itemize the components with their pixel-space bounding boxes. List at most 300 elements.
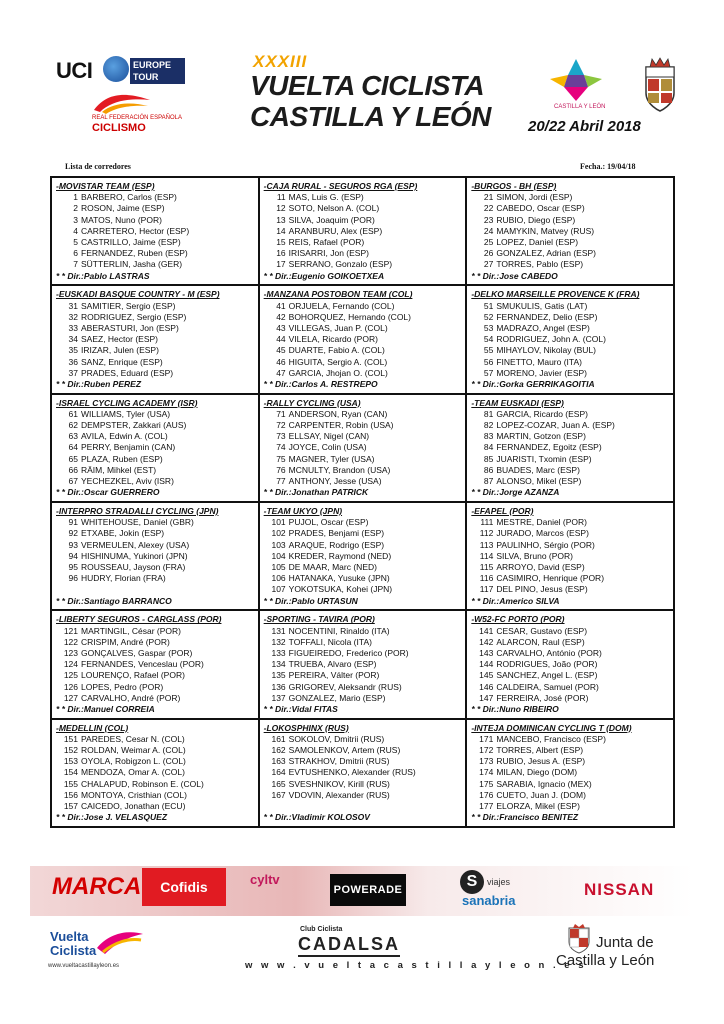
rider-name: HIGUITA, Sergio A. (COL) <box>288 356 388 367</box>
teams-grid <box>50 176 675 828</box>
rider-number: 17 <box>276 259 286 270</box>
empty-row <box>264 801 462 812</box>
rider-number: 164 <box>271 767 286 778</box>
rider-row <box>264 670 462 681</box>
rider-row <box>56 670 254 681</box>
rider-row <box>264 626 462 637</box>
rider-name: SIMON, Jordi (ESP) <box>496 192 573 203</box>
rider-row <box>471 357 669 368</box>
cyclist-icon <box>95 928 145 956</box>
rider-name: ARAQUE, Rodrigo (ESP) <box>288 539 385 550</box>
rider-name: RÄIM, Mihkel (EST) <box>81 464 157 475</box>
rider-name: ORJUELA, Fernando (COL) <box>288 300 395 311</box>
rider-name: CARPENTER, Robin (USA) <box>288 420 394 431</box>
rider-row <box>471 323 669 334</box>
rider-row <box>264 420 462 431</box>
rider-row <box>56 659 254 670</box>
team-name: -MANZANA POSTOBON TEAM (COL) <box>263 289 413 300</box>
rider-number: 44 <box>276 334 286 345</box>
rider-number: 103 <box>271 539 286 550</box>
rider-row <box>264 215 462 226</box>
rider-number: 76 <box>276 464 286 475</box>
rider-row <box>56 368 254 379</box>
cadalsa-logo: CADALSA <box>298 934 400 957</box>
rider-row <box>56 215 254 226</box>
rider-number: 141 <box>479 625 494 636</box>
rider-name: FERNANDES, Venceslau (POR) <box>81 659 204 670</box>
team-name: -TEAM UKYO (JPN) <box>263 506 343 516</box>
rider-number: 42 <box>276 311 286 322</box>
rider-number: 173 <box>479 756 494 767</box>
rider-row <box>56 637 254 648</box>
race-title-line2: CASTILLA Y LEÓN <box>250 101 491 132</box>
rider-name: ALARCON, Raul (ESP) <box>496 636 585 647</box>
team-director: * * Dir.:Jorge AZANZA <box>471 487 560 498</box>
race-title-line1: VUELTA CICLISTA <box>250 70 485 101</box>
rider-name: DE MAAR, Marc (NED) <box>288 562 377 573</box>
rider-number: 11 <box>276 192 286 203</box>
rider-name: PERRY, Benjamin (CAN) <box>81 442 176 453</box>
rider-number: 34 <box>68 334 78 345</box>
team-cell <box>259 610 467 718</box>
team-cell <box>51 719 259 827</box>
junta-line1: Junta de <box>596 934 654 951</box>
rider-name: MAMYKIN, Matvey (RUS) <box>496 225 595 236</box>
rider-number: 52 <box>483 311 494 322</box>
rider-name: AVILA, Edwin A. (COL) <box>81 431 168 442</box>
rider-row <box>56 734 254 745</box>
rider-row <box>471 431 669 442</box>
rider-number: 75 <box>276 453 286 464</box>
rider-name: OYOLA, Robigzon L. (COL) <box>81 756 186 767</box>
rider-number: 172 <box>479 745 494 756</box>
rider-row <box>471 756 669 767</box>
rider-number: 74 <box>276 442 286 453</box>
rider-name: RUBIO, Jesus A. (ESP) <box>496 756 586 767</box>
rider-number: 131 <box>271 625 286 636</box>
vuelta-logo-line1: Vuelta <box>50 929 89 944</box>
rider-number: 82 <box>483 420 494 431</box>
rider-number: 155 <box>63 778 78 789</box>
rider-number: 153 <box>63 756 78 767</box>
rider-number: 36 <box>68 356 78 367</box>
race-dates: 20/22 Abril 2018 <box>528 118 641 135</box>
team-director: * * Dir.:Oscar GUERRERO <box>56 487 160 498</box>
rider-number: 12 <box>276 203 286 214</box>
team-cell <box>466 502 674 610</box>
rider-number: 66 <box>68 464 78 475</box>
rider-row <box>264 334 462 345</box>
team-director: * * Dir.:Gorka GERRIKAGOITIA <box>471 378 595 389</box>
rider-row <box>56 442 254 453</box>
rider-row <box>471 779 669 790</box>
castilla-leon-caption: CASTILLA Y LEÓN <box>554 104 606 110</box>
rider-number: 55 <box>483 345 494 356</box>
rider-number: 161 <box>271 733 286 744</box>
team-director: * * Dir.:Francisco BENITEZ <box>471 812 579 823</box>
list-label: Lista de corredores <box>65 162 131 171</box>
rider-row <box>471 368 669 379</box>
rider-name: MARTIN, Gotzon (ESP) <box>496 431 586 442</box>
rider-name: SERRANO, Gonzalo (ESP) <box>288 259 393 270</box>
rider-number: 177 <box>479 801 494 812</box>
rider-row <box>56 790 254 801</box>
team-name: -INTERPRO STRADALLI CYCLING (JPN) <box>56 506 219 516</box>
rider-name: SARABIA, Ignacio (MEX) <box>496 778 592 789</box>
rider-row <box>56 248 254 259</box>
rider-row <box>264 767 462 778</box>
rider-row <box>264 540 462 551</box>
rider-row <box>264 192 462 203</box>
rider-name: LOURENÇO, Rafael (POR) <box>81 670 185 681</box>
rider-name: JUARISTI, Txomin (ESP) <box>496 453 592 464</box>
rider-row <box>471 682 669 693</box>
rider-number: 72 <box>276 420 286 431</box>
rider-row <box>264 551 462 562</box>
rider-row <box>471 226 669 237</box>
team-cell <box>51 394 259 502</box>
rider-number: 106 <box>271 573 286 584</box>
rider-row <box>471 528 669 539</box>
team-director: * * Dir.:Santiago BARRANCO <box>56 595 172 606</box>
rider-name: MARTINGIL, César (POR) <box>81 625 181 636</box>
rider-row <box>264 756 462 767</box>
team-cell <box>259 394 467 502</box>
rider-name: LOPEZ-COZAR, Juan A. (ESP) <box>496 420 615 431</box>
rider-name: CAICEDO, Jonathan (ECU) <box>81 801 186 812</box>
rider-row <box>56 465 254 476</box>
rider-row <box>56 476 254 487</box>
rider-name: SANCHEZ, Angel L. (ESP) <box>496 670 598 681</box>
cyltv-logo: cyltv <box>250 872 280 887</box>
rider-name: CASTRILLO, Jaime (ESP) <box>81 237 181 248</box>
team-name: -LIBERTY SEGUROS - CARGLASS (POR) <box>56 614 222 625</box>
rider-row <box>56 431 254 442</box>
rider-row <box>56 323 254 334</box>
rider-number: 21 <box>483 192 494 203</box>
rider-number: 51 <box>483 300 494 311</box>
vuelta-logo-url: www.vueltacastillayleon.es <box>48 963 120 969</box>
rider-number: 45 <box>276 345 286 356</box>
rider-name: MILAN, Diego (DOM) <box>496 767 578 778</box>
team-director: * * Dir.:Jonathan PATRICK <box>263 487 369 498</box>
rider-number: 162 <box>271 745 286 756</box>
vuelta-logo-line2: Ciclista <box>50 943 97 958</box>
junta-line2: Castilla y León <box>556 952 655 969</box>
rider-number: 6 <box>73 248 78 259</box>
rider-name: SÜTTERLIN, Jasha (GER) <box>81 259 183 270</box>
rider-number: 61 <box>68 408 78 419</box>
team-director: * * Dir.:Pablo LASTRAS <box>56 270 150 281</box>
rider-name: SILVA, Bruno (POR) <box>496 550 574 561</box>
team-cell <box>259 285 467 393</box>
rider-name: YECHEZKEL, Aviv (ISR) <box>81 476 174 487</box>
rider-row <box>56 682 254 693</box>
rider-name: SAEZ, Hector (ESP) <box>81 334 158 345</box>
rider-number: 77 <box>276 476 286 487</box>
rider-number: 123 <box>63 647 78 658</box>
sanabria-icon: S <box>460 870 484 894</box>
rider-name: GONÇALVES, Gaspar (POR) <box>81 647 193 658</box>
rider-name: MAS, Luis G. (ESP) <box>288 192 364 203</box>
rider-number: 91 <box>68 517 78 528</box>
rider-row <box>264 790 462 801</box>
rider-name: WILLIAMS, Tyler (USA) <box>81 408 171 419</box>
rider-row <box>471 551 669 562</box>
team-name: -ISRAEL CYCLING ACADEMY (ISR) <box>56 397 198 408</box>
rider-row <box>56 237 254 248</box>
rider-name: WHITEHOUSE, Daniel (GBR) <box>81 517 194 528</box>
rider-name: FERREIRA, José (POR) <box>496 692 589 703</box>
rider-row <box>264 203 462 214</box>
rider-number: 104 <box>271 550 286 561</box>
rider-number: 87 <box>483 476 494 487</box>
rider-number: 144 <box>479 659 494 670</box>
rider-number: 53 <box>483 322 494 333</box>
rider-number: 163 <box>271 756 286 767</box>
rider-name: DEL PINO, Jesus (ESP) <box>496 584 588 595</box>
rider-number: 102 <box>271 528 286 539</box>
rider-name: FINETTO, Mauro (ITA) <box>496 356 582 367</box>
europe-tour-badge: EUROPE TOUR <box>130 58 185 84</box>
rider-number: 142 <box>479 636 494 647</box>
rider-number: 4 <box>73 225 78 236</box>
rider-number: 25 <box>483 237 494 248</box>
cofidis-logo: Cofidis <box>142 868 226 906</box>
rider-name: CARVALHO, António (POR) <box>496 647 602 658</box>
rider-number: 24 <box>483 225 494 236</box>
rider-number: 27 <box>483 259 494 270</box>
rfec-caption: REAL FEDERACIÓN ESPAÑOLA <box>92 115 183 121</box>
rider-name: GONZALEZ, Adrian (ESP) <box>496 248 596 259</box>
rider-number: 133 <box>271 647 286 658</box>
rider-name: ANDERSON, Ryan (CAN) <box>288 408 388 419</box>
team-director: * * Dir.:Vidal FITAS <box>263 703 338 714</box>
rider-number: 157 <box>63 801 78 812</box>
sanabria-logo: sanabria <box>462 893 516 908</box>
rider-number: 115 <box>479 562 494 573</box>
team-cell <box>466 719 674 827</box>
rider-row <box>471 659 669 670</box>
rider-number: 85 <box>483 453 494 464</box>
rider-name: CALDEIRA, Samuel (POR) <box>496 681 599 692</box>
rider-number: 46 <box>276 356 286 367</box>
rider-row <box>264 476 462 487</box>
rider-row <box>264 454 462 465</box>
rider-row <box>471 734 669 745</box>
rider-row <box>56 301 254 312</box>
team-name: -BURGOS - BH (ESP) <box>471 181 557 191</box>
rider-name: CHALAPUD, Robinson E. (COL) <box>81 778 204 789</box>
uci-logo-text: UCI <box>56 58 93 83</box>
rider-name: MAGNER, Tyler (USA) <box>288 453 375 464</box>
rider-row <box>264 431 462 442</box>
rider-number: 71 <box>276 408 286 419</box>
rider-number: 136 <box>271 681 286 692</box>
rider-row <box>264 465 462 476</box>
rider-row <box>56 540 254 551</box>
rider-number: 1 <box>73 192 78 203</box>
rider-name: SMUKULIS, Gatis (LAT) <box>496 300 588 311</box>
rider-row <box>471 334 669 345</box>
rider-name: JURADO, Marcos (ESP) <box>496 528 589 539</box>
rider-name: SVESHNIKOV, Kirill (RUS) <box>288 778 390 789</box>
team-director: * * Dir.:Jose J. VELASQUEZ <box>56 812 168 823</box>
team-name: -EFAPEL (POR) <box>471 506 534 516</box>
rider-row <box>471 259 669 270</box>
rider-name: STRAKHOV, Dmitrii (RUS) <box>288 756 390 767</box>
rider-number: 154 <box>63 767 78 778</box>
rider-name: ROLDAN, Weimar A. (COL) <box>81 745 186 756</box>
rider-number: 3 <box>73 214 78 225</box>
rider-row <box>264 248 462 259</box>
rider-row <box>56 259 254 270</box>
rider-number: 171 <box>479 733 494 744</box>
rider-number: 101 <box>271 517 286 528</box>
rider-number: 67 <box>68 476 78 487</box>
rider-number: 112 <box>479 528 494 539</box>
rider-row <box>264 259 462 270</box>
rider-name: CABEDO, Oscar (ESP) <box>496 203 585 214</box>
rider-number: 41 <box>276 300 286 311</box>
rider-row <box>264 237 462 248</box>
rider-row <box>264 573 462 584</box>
rider-row <box>471 312 669 323</box>
rider-row <box>264 693 462 704</box>
rider-row <box>471 248 669 259</box>
rider-name: BOHORQUEZ, Hernando (COL) <box>288 311 411 322</box>
rider-name: VILLEGAS, Juan P. (COL) <box>288 322 388 333</box>
rider-row <box>471 215 669 226</box>
rider-row <box>264 517 462 528</box>
rider-name: DEMPSTER, Zakkari (AUS) <box>81 420 187 431</box>
rider-name: CRISPIM, André (POR) <box>81 636 170 647</box>
rider-name: ETXABE, Jokin (ESP) <box>81 528 165 539</box>
rider-row <box>264 734 462 745</box>
rider-number: 32 <box>68 311 78 322</box>
rider-row <box>471 637 669 648</box>
rider-number: 15 <box>276 237 286 248</box>
rider-row <box>471 540 669 551</box>
rider-name: YOKOTSUKA, Kohei (JPN) <box>288 584 393 595</box>
team-name: -INTEJA DOMINICAN CYCLING T (DOM) <box>471 722 632 733</box>
rider-number: 127 <box>63 692 78 703</box>
rider-number: 56 <box>483 356 494 367</box>
rider-number: 137 <box>271 692 286 703</box>
rider-name: ARANBURU, Alex (ESP) <box>288 225 383 236</box>
rider-number: 176 <box>479 789 494 800</box>
team-cell <box>259 502 467 610</box>
rider-name: SAMOLENKOV, Artem (RUS) <box>288 745 401 756</box>
rider-number: 117 <box>479 584 494 595</box>
rider-name: LOPES, Pedro (POR) <box>81 681 164 692</box>
rider-number: 111 <box>480 517 494 528</box>
rider-name: CARRETERO, Hector (ESP) <box>81 225 190 236</box>
club-shield-icon <box>642 57 678 113</box>
rider-row <box>56 779 254 790</box>
rider-number: 54 <box>483 334 494 345</box>
rider-name: SAMITIER, Sergio (ESP) <box>81 300 176 311</box>
rider-number: 57 <box>483 367 494 378</box>
rider-row <box>264 682 462 693</box>
rider-row <box>471 301 669 312</box>
rider-number: 2 <box>73 203 78 214</box>
team-cell <box>51 502 259 610</box>
vuelta-ciclista-logo <box>50 930 96 958</box>
rider-row <box>471 745 669 756</box>
powerade-logo: POWERADE <box>330 874 406 906</box>
rider-row <box>264 442 462 453</box>
rider-name: TRUEBA, Alvaro (ESP) <box>288 659 377 670</box>
rider-number: 125 <box>63 670 78 681</box>
team-name: -SPORTING - TAVIRA (POR) <box>263 614 375 625</box>
rider-number: 43 <box>276 322 286 333</box>
rider-number: 126 <box>63 681 78 692</box>
team-name: -CAJA RURAL - SEGUROS RGA (ESP) <box>263 181 418 191</box>
rider-row <box>471 562 669 573</box>
castilla-leon-logo-icon <box>548 57 604 103</box>
team-name: -TEAM EUSKADI (ESP) <box>471 397 564 408</box>
team-name: -MEDELLIN (COL) <box>56 722 129 733</box>
team-director: * * Dir.:Vladimir KOLOSOV <box>263 812 370 823</box>
rider-number: 151 <box>63 733 78 744</box>
rider-number: 35 <box>68 345 78 356</box>
rider-number: 33 <box>68 322 78 333</box>
rider-name: FERNANDEZ, Egoitz (ESP) <box>496 442 602 453</box>
rider-number: 143 <box>479 647 494 658</box>
rider-name: ELLSAY, Nigel (CAN) <box>288 431 370 442</box>
rider-name: IRISARRI, Jon (ESP) <box>288 248 369 259</box>
rider-name: NOCENTINI, Rinaldo (ITA) <box>288 625 390 636</box>
rider-row <box>471 442 669 453</box>
rider-row <box>471 670 669 681</box>
rider-name: ARROYO, David (ESP) <box>496 562 585 573</box>
rider-number: 73 <box>276 431 286 442</box>
rider-name: FERNANDEZ, Ruben (ESP) <box>81 248 188 259</box>
rider-number: 13 <box>276 214 286 225</box>
rider-row <box>56 693 254 704</box>
rider-row <box>56 756 254 767</box>
rider-number: 146 <box>479 681 494 692</box>
rider-number: 94 <box>68 550 78 561</box>
team-cell <box>466 285 674 393</box>
rider-row <box>471 345 669 356</box>
rider-number: 81 <box>483 408 494 419</box>
rider-name: SANZ, Enrique (ESP) <box>81 356 163 367</box>
team-cell <box>466 177 674 285</box>
team-name: -W52-FC PORTO (POR) <box>471 614 565 625</box>
rider-name: TORRES, Pablo (ESP) <box>496 259 584 270</box>
rider-number: 165 <box>271 778 286 789</box>
rider-name: FERNANDEZ, Delio (ESP) <box>496 311 598 322</box>
rider-row <box>471 476 669 487</box>
rider-name: HATANAKA, Yusuke (JPN) <box>288 573 390 584</box>
rider-number: 5 <box>73 237 78 248</box>
rider-row <box>56 192 254 203</box>
rider-row <box>56 745 254 756</box>
rider-row <box>56 562 254 573</box>
rider-number: 86 <box>483 464 494 475</box>
rider-name: VILELA, Ricardo (POR) <box>288 334 378 345</box>
rider-name: EVTUSHENKO, Alexander (RUS) <box>288 767 416 778</box>
rider-number: 92 <box>68 528 78 539</box>
rider-number: 147 <box>479 692 494 703</box>
rider-number: 134 <box>271 659 286 670</box>
rider-name: GONZALEZ, Mario (ESP) <box>288 692 386 703</box>
rider-row <box>56 517 254 528</box>
rider-number: 26 <box>483 248 494 259</box>
rider-name: DUARTE, Fabio A. (COL) <box>288 345 385 356</box>
